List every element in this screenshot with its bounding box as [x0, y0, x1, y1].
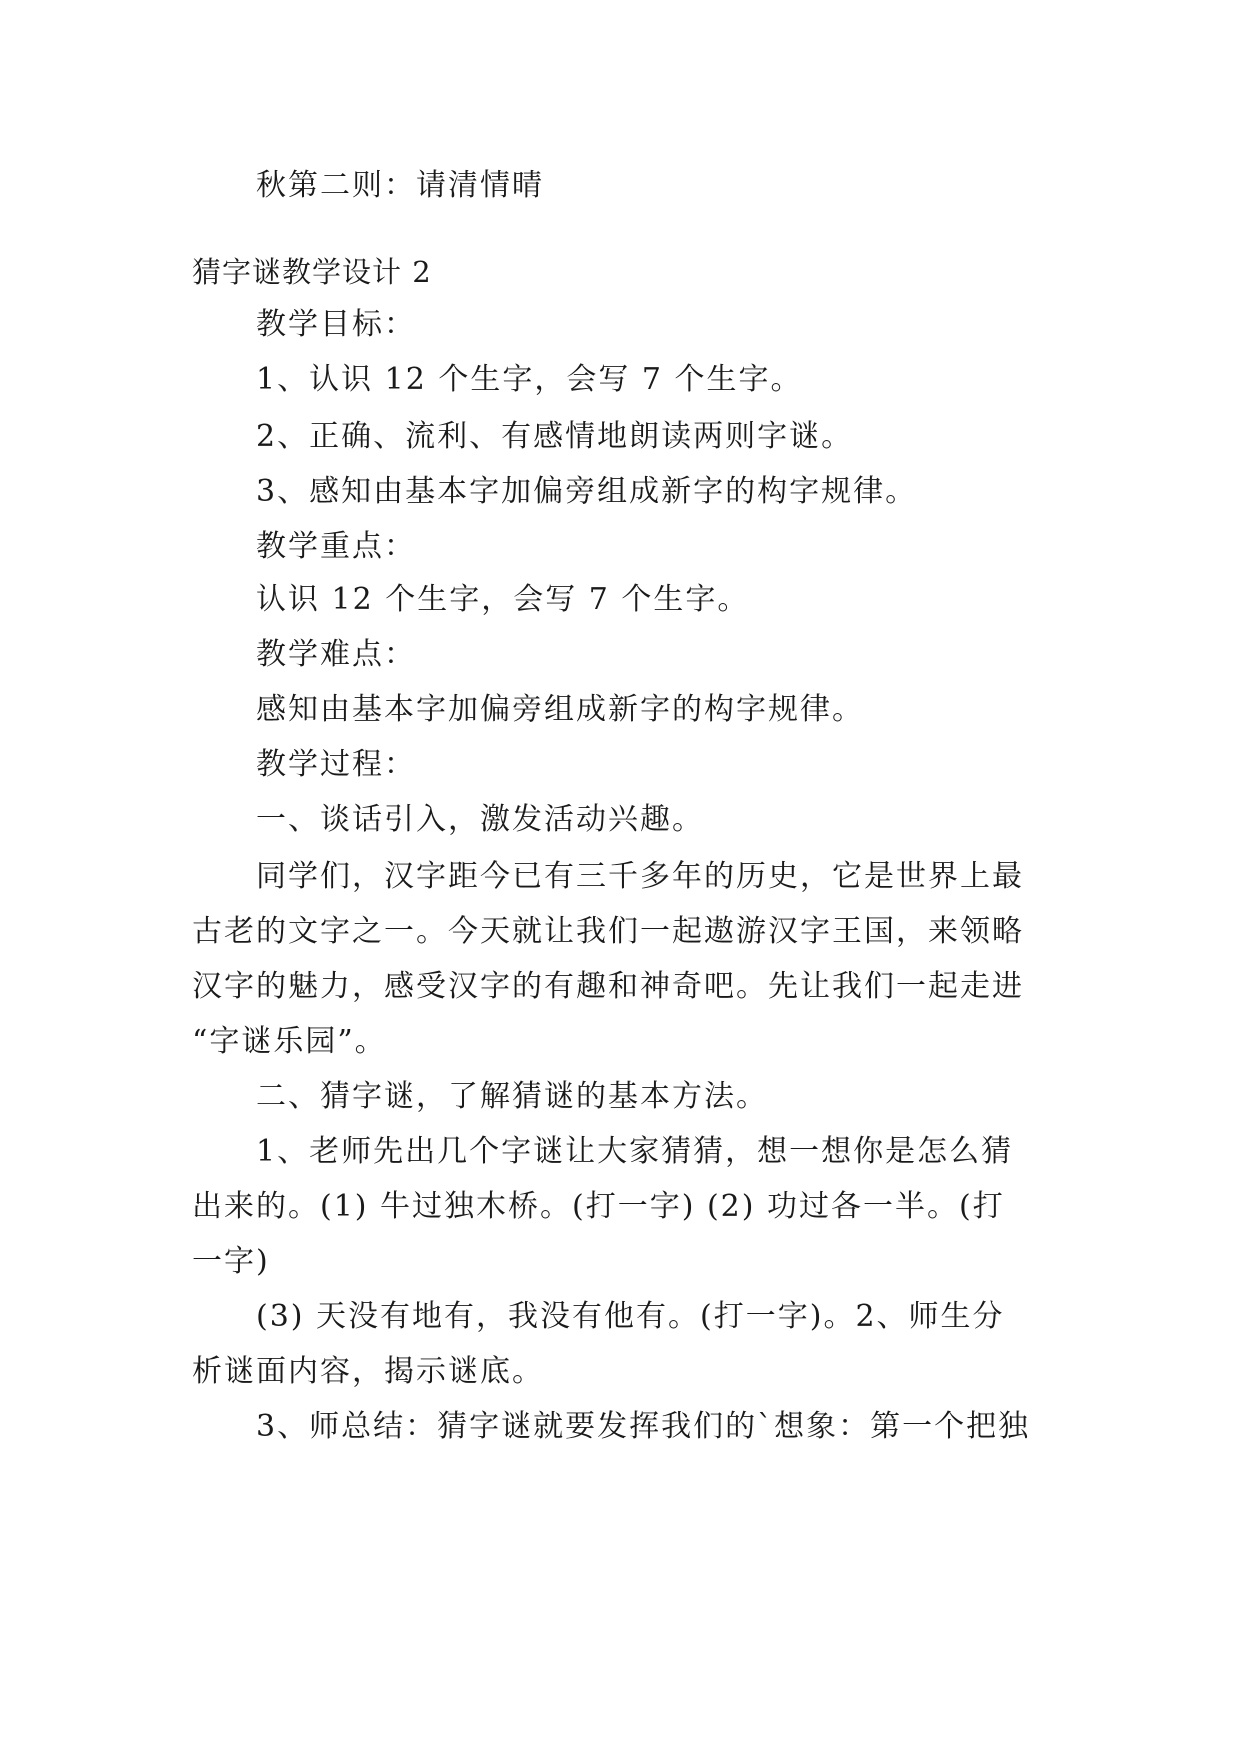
text-line: 出来的。(1) 牛过独木桥。(打一字) (2) 功过各一半。(打 [192, 1189, 1005, 1224]
text-line: 析谜面内容，揭示谜底。 [192, 1354, 544, 1389]
text-line: 古老的文字之一。今天就让我们一起遨游汉字王国，来领略 [192, 914, 1024, 949]
text-line: 3、师总结：猜字谜就要发挥我们的`想象：第一个把独 [256, 1409, 1031, 1444]
text-line: 教学目标： [256, 307, 416, 342]
text-line: 一、谈话引入，激发活动兴趣。 [256, 802, 704, 837]
text-line: 一字) [192, 1244, 270, 1279]
text-line: 汉字的魅力，感受汉字的有趣和神奇吧。先让我们一起走进 [192, 969, 1024, 1004]
text-line: 感知由基本字加偏旁组成新字的构字规律。 [256, 692, 864, 727]
text-line: 二、猜字谜，了解猜谜的基本方法。 [256, 1079, 768, 1114]
text-line: 3、感知由基本字加偏旁组成新字的构字规律。 [256, 474, 918, 509]
text-line: “字谜乐园”。 [192, 1024, 387, 1059]
text-line: 同学们，汉字距今已有三千多年的历史，它是世界上最 [256, 859, 1024, 894]
text-line: (3) 天没有地有，我没有他有。(打一字)。2、师生分 [256, 1299, 1005, 1334]
text-line: 教学难点： [256, 637, 416, 672]
text-line: 1、老师先出几个字谜让大家猜猜，想一想你是怎么猜 [256, 1134, 1014, 1169]
text-line: 认识 12 个生字，会写 7 个生字。 [256, 582, 750, 617]
text-line: 教学过程： [256, 747, 416, 782]
text-line: 1、认识 12 个生字，会写 7 个生字。 [256, 362, 803, 397]
text-line: 秋第二则：请清情晴 [256, 168, 544, 203]
text-line: 教学重点： [256, 529, 416, 564]
text-line: 2、正确、流利、有感情地朗读两则字谜。 [256, 419, 854, 454]
section-heading: 猜字谜教学设计 2 [192, 255, 432, 289]
